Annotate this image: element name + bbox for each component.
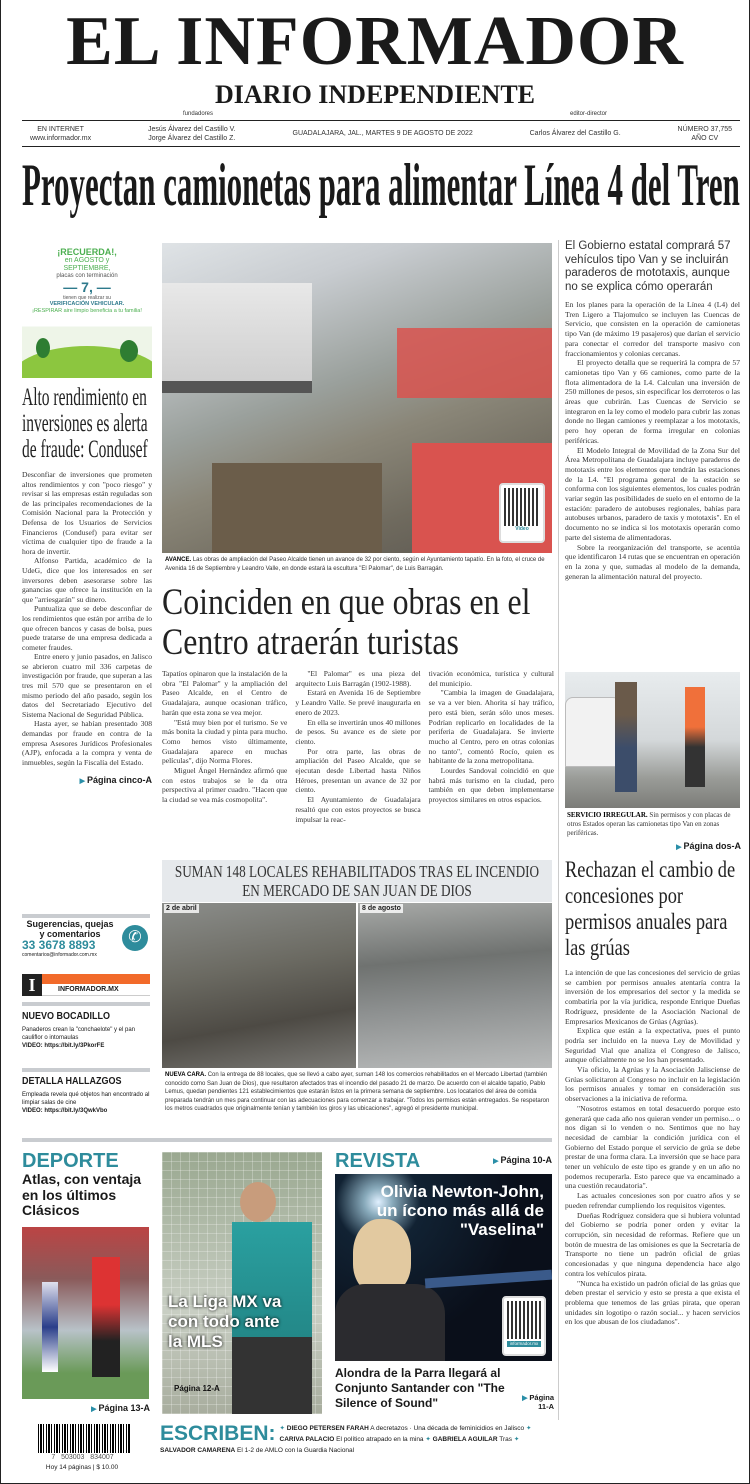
liga-mx-headline[interactable]: La Liga MX va con todo ante la MLS xyxy=(168,1292,282,1351)
player-head-graphic xyxy=(240,1182,276,1222)
verification-ad[interactable] xyxy=(22,243,152,378)
left-story xyxy=(22,385,152,787)
price-info: Hoy 14 páginas | $ 10.00 xyxy=(45,1464,119,1471)
market-headline[interactable]: SUMAN 148 LOCALES REHABILITADOS TRAS EL INCENDIO EN MERCADO DE SAN JUAN DE DIOS xyxy=(174,862,540,900)
contact-line: Sugerencias, quejas xyxy=(26,919,114,929)
revista-page-link[interactable]: ▶ Página 10-A xyxy=(460,1155,552,1167)
olivia-photo[interactable] xyxy=(335,1174,552,1361)
person-graphic xyxy=(335,1284,445,1361)
divider xyxy=(22,1002,150,1006)
paragraph: La intención de que las concesiones del servicio de grúas se cambien por permisos anuales atentaría contra la inversión de los empresarios del sector y la medida se combatiría por la vía jurídica, responde Enrique Dueñas Rodríguez, presidente de la Asociación Nacional de Empresarios Mexicanos de Grúas (Agrúas). xyxy=(565,968,740,1026)
deporte-page-link[interactable]: ▶ Página 13-A xyxy=(22,1403,150,1415)
brief-video-link[interactable]: VIDEO: https://bit.ly/3QwkVbo xyxy=(22,1108,108,1114)
left-story-headline[interactable]: Alto rendimiento en inversiones es alerta de fraude: Condusef xyxy=(22,385,148,463)
divider xyxy=(22,1068,150,1072)
building-graphic xyxy=(162,283,312,393)
writer-item[interactable] xyxy=(425,1436,513,1443)
brand-label: INFORMADOR.MX xyxy=(58,986,119,993)
qr-code[interactable] xyxy=(499,483,545,543)
tow-story-body xyxy=(565,968,740,1327)
paragraph: Alfonso Partida, académico de la UdeG, dice que los interesados en ser inversores deben asesorarse sobre las ganancias que ofrece la institución en la que "arriesgarán" su dinero. xyxy=(22,556,152,604)
writer-column-title: Tras xyxy=(499,1436,512,1443)
contact-box xyxy=(22,920,150,970)
van-photo-caption xyxy=(565,811,741,838)
qr-code[interactable] xyxy=(502,1296,546,1356)
paragraph: "Cambia la imagen de Guadalajara, se va a ver bien. Ahorita sí hay tráfico, pero está bien, serán sólo unos meses. Podrían replicarlo en localidades de la periferia de Guadalajara. Se invierte mucho al Centro, pero en otras colonias no tanto", comentó Rocío, quien es habitante de la zona metropolitana. xyxy=(428,688,554,766)
caption-text: Las obras de ampliación del Paseo Alcalde tienen un avance de 32 por ciento, según el Ayuntamiento tapatío. En la foto, el cruce de Avenida 16 de Septiembre y Leandro Valle, en donde estará la escultura "El Palomar", de Luis Barragán. xyxy=(165,557,545,572)
ad-line: ¡RESPIRAR aire limpio beneficia a tu familia! xyxy=(32,308,142,314)
left-story-headline-wrap xyxy=(22,385,152,463)
text-column xyxy=(162,669,287,824)
paragraph: Hasta ayer, se habían presentado 308 demandas por fraude en contra de la empresa Asesores Jurídicos Profesionales (AJP), enfocada a la compra y venta de inmuebles, según la Fiscalía del Estado. xyxy=(22,719,152,767)
main-photo[interactable] xyxy=(162,243,552,553)
ad-line: VERIFICACIÓN VEHICULAR. xyxy=(49,301,125,307)
writer-name: CARIVA PALACIO xyxy=(279,1436,335,1443)
clasico-photo[interactable] xyxy=(22,1227,149,1399)
date-label: 2 de abril xyxy=(166,905,197,912)
dateline: GUADALAJARA, JAL., MARTES 9 DE AGOSTO DE 2022 xyxy=(292,130,473,137)
brand-bar[interactable] xyxy=(22,974,150,996)
paragraph: "El Palomar" es una pieza del arquitecto Luis Barragán (1902-1988). xyxy=(295,669,421,688)
caption-text: Sin permisos y con placas de otros Estados operan las camionetas tipo Van en zonas periféricas. xyxy=(567,811,731,837)
caption-lead: AVANCE. xyxy=(165,557,192,563)
right-lower-column xyxy=(565,811,741,1327)
informador-logo-icon: I xyxy=(22,974,42,996)
text-column xyxy=(429,669,554,824)
paragraph: "Está muy bien por el turismo. Se ve más bonita la ciudad y pinta para mucho. Como hemos visto últimamente, Guadalajara aparece en muchas películas", dijo Norma Flores. xyxy=(162,717,288,766)
person-graphic xyxy=(685,687,705,787)
bullet-icon: ✦ xyxy=(525,1425,532,1432)
brief-text: Panaderos crean la "conchaelote" y el pan cauliflor o intomaulas xyxy=(22,1027,136,1041)
orange-bar xyxy=(42,974,150,984)
brief-1[interactable] xyxy=(22,1011,150,1050)
writer-name: SALVADOR CAMARENA xyxy=(160,1447,236,1454)
ad-digit: — 7, — xyxy=(63,279,111,295)
paragraph: Estará en Avenida 16 de Septiembre y Leandro Valle. Se prevé inaugurarla en enero de 2023. xyxy=(295,688,421,717)
center-headline-wrap xyxy=(162,583,554,663)
paragraph: Las actuales concesiones son por cuatro años y se pueden refrendar cumpliendo los requisitos vigentes. xyxy=(565,1191,740,1210)
bullet-icon: ✦ xyxy=(513,1436,520,1443)
liga-mx-page-link[interactable]: Página 12-A xyxy=(174,1384,220,1393)
section-label: DEPORTE xyxy=(22,1150,119,1172)
paragraph: Puntualiza que se debe desconfiar de los rendimientos que están por arriba de lo que ofrecen bancos y casas de bolsa, pues puede tratarse de una empresa dedicada a cometer fraudes. xyxy=(22,604,152,652)
paragraph: Por otra parte, las obras de ampliación del Paseo Alcalde, que se ejecutan desde Libertad hasta Niños Héroes, presentan un avance de 32 por ciento. xyxy=(295,746,421,795)
right-story-deck[interactable]: El Gobierno estatal comprará 57 vehículos tipo Van y se incluirán paraderos de mototaxis, aunque no se explica cómo operarán xyxy=(565,240,731,293)
brief-2[interactable] xyxy=(22,1076,150,1115)
masthead-title: EL INFORMADOR xyxy=(66,3,684,80)
left-story-page-link[interactable]: ▶ Página cinco-A xyxy=(22,775,152,787)
writer-column-title: A decretazos · Una década de feminicidios en Jalisco xyxy=(370,1425,525,1432)
writer-name: DIEGO PETERSEN FARAH xyxy=(286,1425,369,1432)
paragraph: Dueñas Rodríguez considera que si hubiera voluntad del Gobierno se podría poner orden y evitar la corrupción, sin necesidad de reformas. Refiere que un botón de muestra de las omisiones es que la Secretaría de Transporte no tiene un padrón oficial de grúas concesionadas y que ninguna dependencia hace algo contra los vehículos pirata. xyxy=(565,1210,740,1278)
right-story xyxy=(565,240,741,581)
divider xyxy=(22,1138,552,1142)
construction-site-graphic xyxy=(212,463,382,553)
contact-line: y comentarios xyxy=(39,928,101,939)
info-bar xyxy=(22,120,740,147)
divider xyxy=(22,914,150,918)
paragraph: tivación económica, turística y cultural del municipio. xyxy=(428,669,554,688)
main-photo-caption xyxy=(165,556,553,573)
founder-2: Jorge Álvarez del Castillo Z. xyxy=(148,134,236,142)
contact-phone[interactable]: 33 3678 8893 xyxy=(22,938,96,952)
director: Carlos Álvarez del Castillo G. xyxy=(529,130,621,137)
revista-section-label: REVISTA xyxy=(335,1150,421,1172)
writer-column-title: El político atrapado en la mina xyxy=(336,1436,424,1443)
qr-label: informador.mx xyxy=(507,1341,541,1347)
paragraph: "Nunca ha existido un padrón oficial de las grúas que deben prestar el servicio y esto se presta a que exista el problema que tenemos de las grúas pirata, que operan unidades sin logotipo o razón social... y hacen servicios en los que abusan de los ciudadanos". xyxy=(565,1278,740,1327)
tree-icon xyxy=(36,338,50,358)
paragraph: En los planes para la operación de la Línea 4 (L4) del Tren Ligero a Tlajomulco se incluyen las Cuencas de Servicio, que consisten en la operación de camionetas tipo Van (de máximo 19 pasajeros) que darían el servicio para conectar el corredor del transporte masivo con fraccionamientos y colonias cercanas. xyxy=(565,300,740,358)
van-photo[interactable] xyxy=(565,672,740,808)
player-graphic xyxy=(92,1257,120,1377)
market-caption xyxy=(165,1071,553,1114)
brief-video-link[interactable]: VIDEO: https://bit.ly/3PkorFE xyxy=(22,1043,105,1049)
brief-title: NUEVO BOCADILLO xyxy=(22,1011,111,1022)
brief-text: Empleada revela qué objetos han encontrado al limpiar salas de cine xyxy=(22,1092,150,1106)
market-photo-before[interactable] xyxy=(162,903,356,1068)
paragraph: Sobre la reorganización del transporte, se acentúa que identificaron 14 rutas que se encuentran en operación en la zona y que, sumadas al modelo de la demanda, generan la alimentación natural del proyecto. xyxy=(565,542,741,581)
ad-line: SEPTIEMBRE, xyxy=(63,265,111,272)
founders-label: fundadores xyxy=(183,111,214,117)
arm-graphic xyxy=(425,1270,552,1289)
contact-email[interactable]: comentarios@informador.com.mx xyxy=(22,952,97,958)
paragraph: Lourdes Sandoval coincidió en que habrá más turismo en la ciudad, pero también en que deben implementarse proyectos similares en otros espacios. xyxy=(428,766,554,805)
paragraph: Vía oficio, la Agrúas y la Asociación Jalisciense de Grúas solicitaron al Congreso no incluir en la legislación los permisos anuales y tomar en consideración sus observaciones a la iniciativa de reforma. xyxy=(565,1065,740,1104)
caption-lead: NUEVA CARA. xyxy=(165,1072,207,1078)
writer-column-title: El 1-2 de AMLO con la Guardia Nacional xyxy=(237,1447,355,1454)
left-story-body xyxy=(22,470,152,767)
paragraph: El Modelo Integral de Movilidad de la Zona Sur del Área Metropolitana de Guadalajara incluye paraderos de mototaxis entre los elementos que tendrán las estaciones de la L4. "El programa general de la estación se conforma con los siguientes elementos, los cuales podrán variar según las posibilidades de suelo en el entorno de la estación: paradero de autobuses regionales, bahías para autobuses urbanos, paradero de taxis y mototaxis". En el documento no se indica si los mototaxis operarán como parte del sistema de alimentadoras. xyxy=(565,445,740,542)
year: AÑO CV xyxy=(691,134,719,142)
alondra-headline[interactable]: Alondra de la Parra llegará al Conjunto Santander con "The Silence of Sound" xyxy=(335,1366,505,1410)
center-story-headline[interactable]: Coinciden en que obras en el Centro atraerán turistas xyxy=(162,583,531,663)
main-headline-wrap xyxy=(22,154,740,218)
website-link[interactable]: www.informador.mx xyxy=(30,134,92,142)
paragraph: Miguel Ángel Hernández afirmó que con estos trabajos se le da otra perspectiva al primer cuadro. "Hacen que la ciudad se vea más cosmopolita". xyxy=(162,766,288,805)
paragraph: En ella se invertirán unos 40 millones de pesos. Su avance es de siete por ciento. xyxy=(295,717,421,746)
paragraph: "Nosotros estamos en total desacuerdo porque esto generará que cada año nos quieran vender un permiso... o nos digan si lo venden o no. Sentimos que no hay necesidad de cambiar la condición jurídica con el Gobierno del Estado porque el servicio de grúa se debe prestar de una forma clara. La inversión que se hace para tener un vehículo de este tipo es grande y en un año no podemos recuperarla. Esto parece que va encaminado a una cuestión recaudatoria". xyxy=(565,1103,740,1191)
issue-number: NÚMERO 37,755 xyxy=(677,125,732,133)
tow-headline-wrap xyxy=(565,857,741,961)
bullet-icon: ✦ xyxy=(425,1436,433,1443)
ad-line: ¡RECUERDA!, xyxy=(57,247,117,257)
ad-line: tienen que realizar su xyxy=(63,295,111,301)
red-roof-graphic xyxy=(397,328,552,398)
brief-title: DETALLA HALLAZGOS xyxy=(22,1076,122,1087)
barcode-digits: 7 503003 834007 xyxy=(30,1453,135,1462)
text-column xyxy=(295,669,420,824)
right-story-page-link[interactable]: ▶ Página dos-A xyxy=(565,841,741,853)
escriben-block xyxy=(160,1423,555,1456)
writer-item[interactable] xyxy=(280,1425,526,1432)
masthead-subtitle: DIARIO INDEPENDIENTE xyxy=(215,80,535,109)
founder-1: Jesús Álvarez del Castillo V. xyxy=(147,125,236,133)
market-header xyxy=(162,860,552,902)
center-story-body xyxy=(162,669,554,824)
internet-label: EN INTERNET xyxy=(37,125,84,133)
paragraph: El Ayuntamiento de Guadalajara resaltó que con estos proyectos se busca impulsar la reac- xyxy=(295,795,421,824)
deporte-section xyxy=(22,1150,152,1219)
paragraph: El proyecto detalla que se requerirá la compra de 57 camionetas tipo Van y 66 camiones, como parte de la flota alimentadora de la L4. Calculan una inversión de 250 millones de pesos, sin especificar los derroteros o las áreas que cubrirán. Las Cuencas de Servicio se integraron en la ley como el modelo para cubrir las zonas donde no llegan camiones y reemplazar a los mototaxis, pero hoy operan de forma irregular en colonias periféricas. xyxy=(565,358,740,445)
liga-mx-photo[interactable] xyxy=(162,1152,322,1414)
person-graphic xyxy=(615,682,637,792)
paragraph: Desconfiar de inversiones que prometen altos rendimientos y con "poco riesgo" y revisar si las empresas están reguladas son de las principales recomendaciones de la Comisión Nacional para la Protección y Defensa de los Usuarios de Servicios Financieros (Condusef) para evitar ser víctima de cualquier tipo de fraude a la hora de invertir. xyxy=(22,470,152,556)
caption-text: Con la entrega de 88 locales, que se llevó a cabo ayer, suman 148 los comercios rehabilitados en el Mercado Libertad (también conocido como San Juan de Dios), que resultaron afectados tras el incendio del pasado 21 de marzo. De acuerdo con el alcalde tapatío, Pablo Lemus, quedan pendientes 121 establecimientos que estarán listos en la primera semana de septiembre. Los locatarios del área de comida preparada tendrán un mes para continuar con las adecuaciones para comenzar a trabajar. "Todos los permisos están entregados. Se respetaron los metros cuadrados que originalmente tenían y también los giros y las ubicaciones", agregó el presidente municipal. xyxy=(165,1072,550,1112)
qr-label: Video xyxy=(515,526,529,532)
tow-story-headline[interactable]: Rechazan el cambio de concesiones por permisos anuales para las grúas xyxy=(565,857,736,960)
writer-name: GABRIELA AGUILAR xyxy=(432,1436,498,1443)
paragraph: Entre enero y junio pasados, en Jalisco se abrieron cuatro mil 336 carpetas de investigación por fraude, que superan a las tres mil 570 que se presentaron en el mismo periodo del año pasado, según los datos del Secretariado Ejecutivo del Sistema Nacional de Seguridad Pública. xyxy=(22,652,152,719)
deporte-headline[interactable]: Atlas, con ventaja en los últimos Clásicos xyxy=(22,1171,142,1218)
tree-icon xyxy=(120,340,138,362)
center-story xyxy=(162,583,554,824)
ad-line: placas con terminación xyxy=(56,273,118,279)
barcode xyxy=(38,1424,130,1453)
main-headline[interactable]: Proyectan camionetas para alimentar Línea 4 del Tren xyxy=(22,152,740,218)
phone-icon: ✆ xyxy=(122,925,148,951)
escriben-label: ESCRIBEN: xyxy=(160,1422,276,1445)
date-label: 8 de agosto xyxy=(362,905,401,912)
player-graphic xyxy=(42,1282,58,1372)
ad-line: en AGOSTO y xyxy=(64,257,110,264)
column-divider xyxy=(558,240,559,1420)
right-story-body xyxy=(565,300,740,581)
market-photo-after[interactable] xyxy=(358,903,552,1068)
alondra-page-link[interactable]: ▶ Página 11-A xyxy=(514,1394,554,1411)
olivia-headline[interactable]: Olivia Newton-John, un ícono más allá de "Vaselina" xyxy=(376,1182,544,1239)
director-label: editor-director xyxy=(570,111,608,117)
paragraph: Explica que están a la expectativa, pues el punto podría ser incluido en la nueva Ley de Movilidad y Seguridad Vial que analiza el Congreso de Jalisco, aunque oficialmente no se los han presentado. xyxy=(565,1026,740,1065)
caption-lead: SERVICIO IRREGULAR. xyxy=(567,811,648,819)
paragraph: Tapatíos opinaron que la instalación de la obra "El Palomar" y la ampliación del Paseo Alcalde, en el Centro de Guadalajara, aunque ocasionan tráfico, harán que esta zona se vea mejor. xyxy=(162,669,288,717)
bullet-icon: ✦ xyxy=(279,1425,287,1432)
